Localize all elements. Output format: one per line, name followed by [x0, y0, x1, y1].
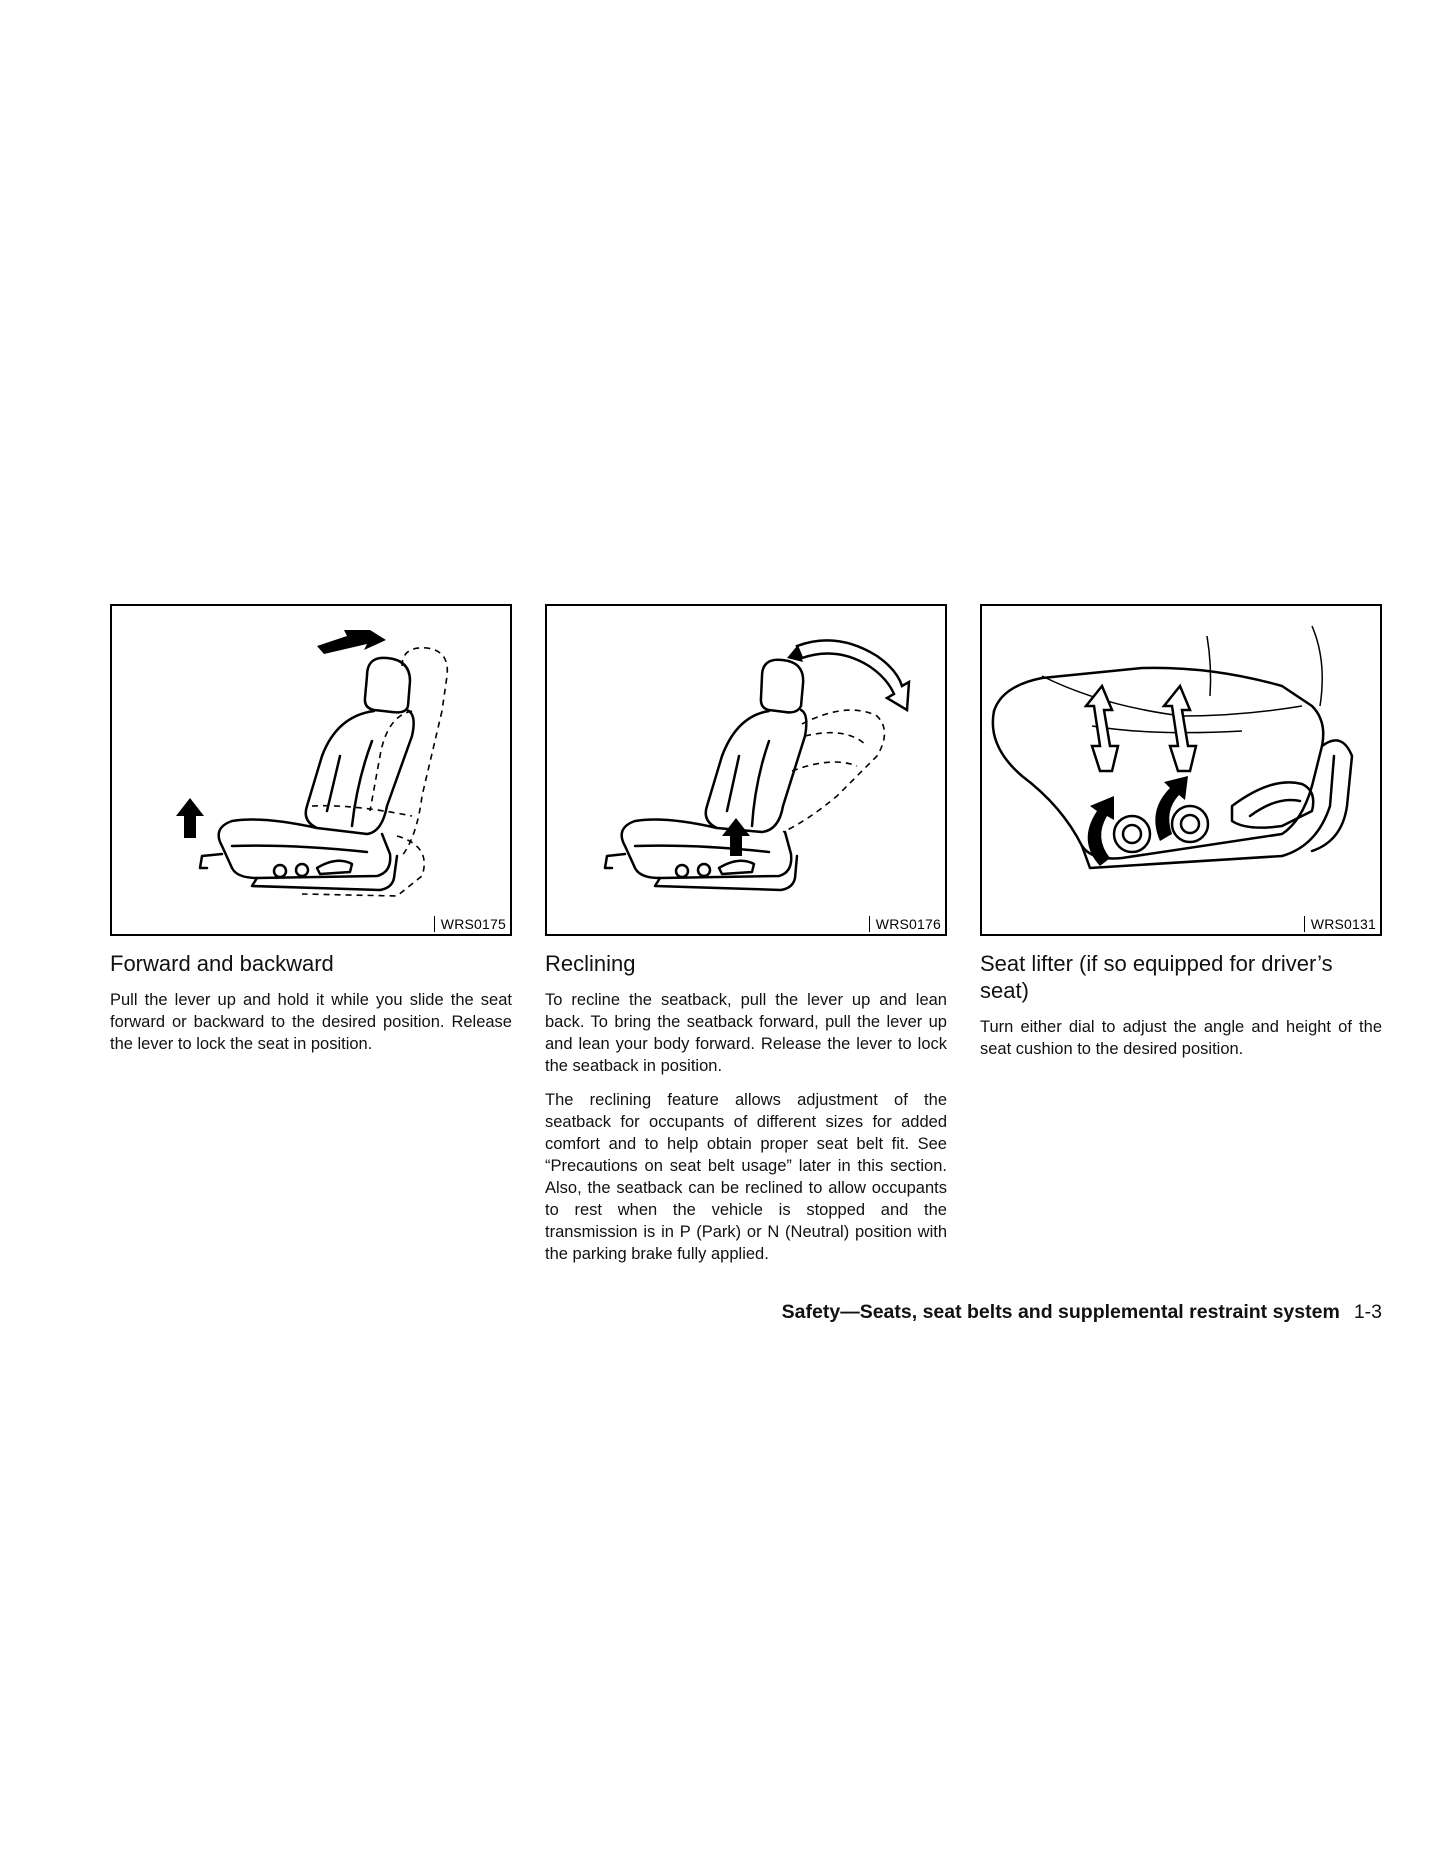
section-seat-lifter — [980, 604, 1382, 1072]
figure-seat-slide — [110, 604, 512, 936]
seat-lifter-illustration — [982, 606, 1380, 934]
figure-seat-lifter — [980, 604, 1382, 936]
seat-slide-illustration — [112, 606, 510, 934]
footer-section-title: Safety—Seats, seat belts and supplemental restraint system — [781, 1301, 1340, 1323]
page-number: 1-3 — [1353, 1301, 1382, 1323]
section-paragraph: To recline the seatback, pull the lever up and lean back. To bring the seatback forward, pull the lever up and lean your body forward. Release the lever to lock the seatback in position. — [545, 991, 947, 1075]
section-heading: Seat lifter (if so equipped for driver’s seat) — [980, 951, 1333, 1003]
section-forward-backward — [110, 604, 512, 1067]
figure-code: WRS0131 — [1304, 916, 1376, 932]
section-paragraph: Turn either dial to adjust the angle and height of the seat cushion to the desired position. — [980, 1018, 1382, 1058]
seat-recline-illustration — [547, 606, 945, 934]
section-paragraph: Pull the lever up and hold it while you slide the seat forward or backward to the desired position. Release the lever to lock the seat in position. — [110, 991, 512, 1053]
section-heading: Forward and backward — [110, 951, 334, 976]
figure-code: WRS0176 — [869, 916, 941, 932]
section-paragraph: The reclining feature allows adjustment of the seatback for occupants of different sizes for added comfort and to help obtain proper seat belt fit. See “Precautions on seat belt usage” later in this section. Also, the seatback can be reclined to allow occupants to rest when the vehicle is stopped and the transmission is in P (Park) or N (Neutral) position with the parking brake fully applied. — [545, 1091, 947, 1263]
section-heading: Reclining — [545, 951, 636, 976]
figure-seat-recline — [545, 604, 947, 936]
section-reclining — [545, 604, 947, 1277]
figure-code: WRS0175 — [434, 916, 506, 932]
page-footer — [600, 1301, 1382, 1324]
